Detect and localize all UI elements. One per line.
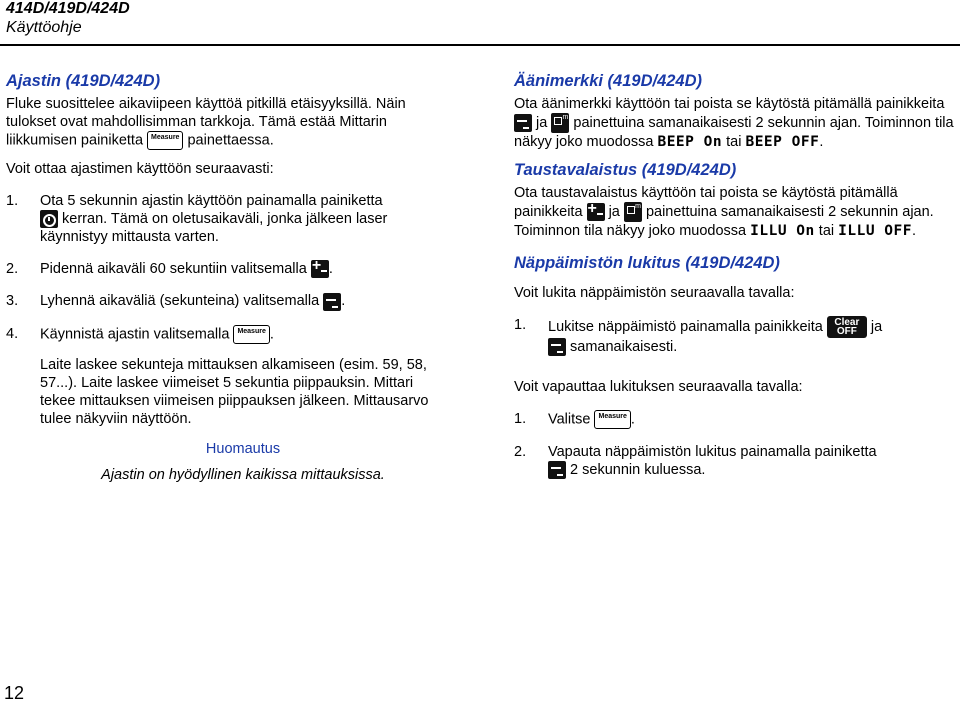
minus-key-icon <box>514 114 532 132</box>
beep-heading: Äänimerkki (419D/424D) <box>514 72 703 90</box>
timer-step-2: 2. Pidennä aikaväli 60 sekuntiin valitsemalla + . <box>6 260 446 278</box>
page-number: 12 <box>4 683 25 703</box>
beep-text: Ota äänimerkki käyttöön tai poista se käytöstä pitämällä painikkeita ja m painettuina samanaikaisesti 2 sekunnin ajan. Toiminnon tila näkyy joko muodossa BEEP On tai BEEP OFF. <box>514 95 958 151</box>
backlight-text: Ota taustavalaistus käyttöön tai poista se käytöstä pitämällä painikkeita + ja m painettuina samanaikaisesti 2 sekunnin ajan. Toiminnon tila näkyy joko muodossa ILLU On tai ILLU OFF. <box>514 184 958 240</box>
minus-key-icon <box>323 293 341 311</box>
unlock-step-1: 1. Valitse Measure . <box>514 411 635 428</box>
minus-key-icon <box>548 338 566 356</box>
manual-subtitle: Käyttöohje <box>6 19 82 36</box>
lock-step-1: 1. Lukitse näppäimistö painamalla painikkeita Clear OFF ja samanaikaisesti. <box>514 317 883 355</box>
header-divider <box>0 44 960 46</box>
right-column <box>514 72 958 479</box>
timer-step-4-detail: Laite laskee sekunteja mittauksen alkamiseen (esim. 59, 58, 57...). Laite laskee viimeiset 5 sekuntia piippauksin. Mittari tekee mittauksen viimeisen piippauksen jälkeen. Mittausarvo tulee näkyviin näyttöön. <box>40 356 429 427</box>
illu-off-display: ILLU OFF <box>838 223 912 239</box>
note-text: Ajastin on hyödyllinen kaikissa mittauksissa. <box>101 466 385 483</box>
measure-key-icon: Measure <box>147 131 183 150</box>
left-column <box>6 72 446 484</box>
measure-key-icon: Measure <box>233 325 269 344</box>
clear-off-key-icon: Clear OFF <box>827 316 867 338</box>
unit-key-icon <box>551 113 569 133</box>
unit-key-icon <box>624 202 642 222</box>
timer-step-1: 1. Ota 5 sekunnin ajastin käyttöön painamalla painiketta kerran. Tämä on oletusaikaväli, jonka jälkeen laser käynnistyy mittausta varten. <box>6 193 388 246</box>
unlock-step-2: 2. Vapauta näppäimistön lukitus painamalla painiketta 2 sekunnin kuluessa. <box>514 444 877 479</box>
beep-on-display: BEEP On <box>657 134 723 150</box>
timer-step-4: 4. Käynnistä ajastin valitsemalla Measure . <box>6 325 274 342</box>
beep-off-display: BEEP OFF <box>745 134 820 150</box>
measure-key-icon: Measure <box>594 410 630 429</box>
timer-intro: Fluke suosittelee aikaviipeen käyttöä pitkillä etäisyyksillä. Näin tulokset ovat mahdollisimman tarkkoja. Tämä estää Mittarin liikkumisen painiketta Measure painettaessa. <box>6 96 406 149</box>
backlight-heading: Taustavalaistus (419D/424D) <box>514 161 737 179</box>
unlock-intro: Voit vapauttaa lukituksen seuraavalla tavalla: <box>514 379 803 396</box>
illu-on-display: ILLU On <box>750 223 815 239</box>
timer-step-3: 3. Lyhennä aikaväliä (sekunteina) valitsemalla . <box>6 293 346 310</box>
timer-heading: Ajastin (419D/424D) <box>6 72 161 90</box>
timer-intro-2: Voit ottaa ajastimen käyttöön seuraavasti: <box>6 161 274 177</box>
manual-model: 414D/419D/424D <box>6 0 130 17</box>
timer-key-icon <box>40 210 58 228</box>
keypad-lock-heading: Näppäimistön lukitus (419D/424D) <box>514 254 780 272</box>
plus-key-icon <box>311 260 329 278</box>
lock-intro: Voit lukita näppäimistön seuraavalla tavalla: <box>514 285 795 301</box>
note-heading: Huomautus <box>205 440 281 457</box>
plus-key-icon <box>587 203 605 221</box>
minus-key-icon <box>548 461 566 479</box>
